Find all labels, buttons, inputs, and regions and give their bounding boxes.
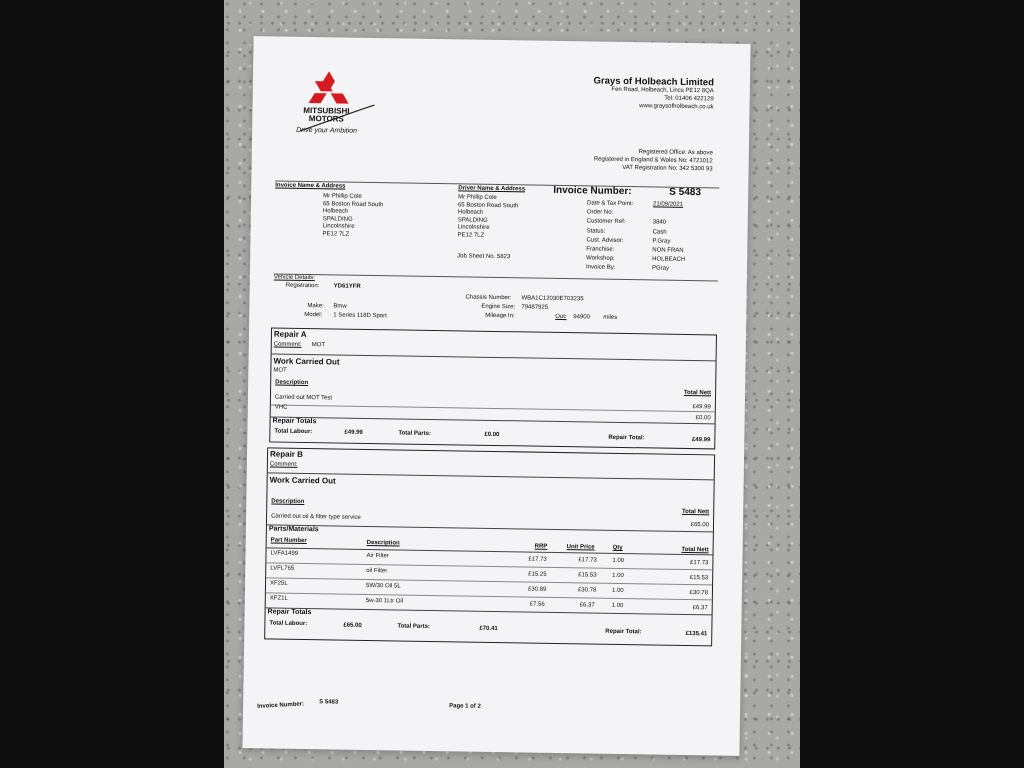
repair-a-parts-value: £0.00 (484, 431, 500, 439)
part-description: 5w-30 1Ltr Oil (365, 597, 404, 605)
divider (267, 524, 713, 532)
registration-label: Registration: (285, 282, 320, 290)
part-rrp: £30.89 (527, 586, 547, 593)
divider (266, 592, 712, 600)
repair-a-comment: MOT (311, 342, 326, 349)
repair-a-line-desc: Carried out MOT Test (274, 394, 333, 402)
part-number: LVFL765 (270, 565, 295, 572)
part-description: Air Filter (366, 552, 389, 560)
logo-brand-name: MITSUBISHI MOTORS (303, 105, 350, 124)
part-unit-price: £6.37 (579, 602, 595, 609)
invoice-field-values: 21/09/2021 3840 Cash P.Gray NON FRAN HOLBEACH PGray (651, 201, 686, 273)
repair-b-labour-label: Total Labour: (269, 620, 308, 628)
engine-value: 79487925 (521, 304, 549, 311)
mileage-in-label: Mileage In: (485, 312, 515, 320)
divider (271, 404, 715, 412)
repair-a-total-label: Repair Total: (608, 434, 645, 442)
part-qty: 1.00 (612, 557, 625, 565)
repair-b-line-desc: Carried out oil & filter type service (271, 513, 361, 521)
repair-a-line-amount: £0.00 (695, 415, 711, 422)
repair-a-description-label: Description (275, 379, 309, 387)
page-number: Page 1 of 2 (449, 703, 481, 710)
model-label: Model: (304, 311, 323, 319)
part-number: XF25L (269, 580, 288, 587)
part-number: LVFA1499 (270, 550, 299, 557)
invoice-document (242, 36, 750, 756)
footer-invoice-number: S 5483 (319, 699, 339, 706)
vat-number: VAT Registration No: 342 5300 93 (622, 164, 713, 173)
part-nett: £30.78 (689, 590, 708, 597)
invoice-date: 21/09/2021 (652, 201, 684, 208)
part-description: 5W/30 Oil 5L (365, 582, 401, 590)
repair-a-work-sub: MOT (273, 367, 287, 374)
repair-a-total-nett-label: Total Nett (683, 389, 712, 397)
repair-a-parts-label: Total Parts: (398, 430, 432, 437)
repair-b-total-nett-label: Total Nett (681, 508, 710, 516)
invoice-address: Mr Phillip Cole 65 Boston Road South Holbeach SPALDING Lincolnshire PE12 7LZ (322, 193, 384, 238)
repair-a-totals-heading: Repair Totals (272, 417, 317, 426)
repair-b-total-label: Repair Total: (605, 628, 642, 636)
invoice-number-label: Invoice Number: (553, 184, 632, 198)
registered-office: Registered Office: As above (638, 149, 713, 157)
company-tel: Tel: 01406 422129 (664, 95, 714, 103)
invoice-address-heading: Invoice Name & Address (275, 182, 346, 190)
repair-a-line-desc: VHC (274, 404, 288, 411)
part-unit-price: £17.73 (578, 557, 597, 564)
parts-col-unit: Unit Price (566, 544, 595, 551)
footer-invoice-number-label: Invoice Number: (256, 701, 305, 710)
repair-a-labour-value: £49.99 (344, 429, 363, 436)
invoice-field-labels: Date & Tax Point: Order No: Customer Ref: Status: Cust. Advisor: Franchise: Workshop: Invoice By: (585, 200, 634, 272)
repair-a-title: Repair A (273, 329, 307, 340)
make-label: Make: (307, 303, 324, 310)
repair-b-section (264, 447, 715, 646)
mileage-unit: miles (603, 314, 618, 321)
part-nett: £15.53 (689, 575, 709, 582)
part-number: XFZ1L (269, 595, 288, 602)
invoice-number: S 5483 (669, 186, 702, 199)
part-description: oil Filter (366, 567, 388, 575)
vehicle-divider (274, 273, 718, 281)
company-web: www.graysofholbeach.co.uk (639, 103, 714, 111)
parts-col-nett: Total Nett (681, 546, 709, 554)
divider (266, 562, 712, 570)
driver-address-heading: Driver Name & Address (458, 185, 526, 193)
repair-a-total-value: £49.99 (691, 437, 711, 444)
repair-a-section (269, 327, 717, 449)
parts-col-desc: Description (366, 539, 400, 547)
chassis-value: WBA1C12030E703235 (521, 295, 584, 303)
job-sheet-number: Job Sheet No. 5823 (457, 253, 511, 261)
repair-b-totals-heading: Repair Totals (267, 608, 312, 617)
repair-b-parts-label: Total Parts: (397, 623, 430, 630)
mileage-out-label: Out: (555, 313, 567, 321)
divider (266, 607, 712, 615)
part-nett: £6.37 (692, 605, 708, 612)
engine-label: Engine Size: (481, 303, 516, 311)
driver-address: Mr Phillip Cole 65 Boston Road South Holbeach SPALDING Lincolnshire PE12 7LZ (457, 194, 519, 239)
repair-b-description-label: Description (271, 498, 305, 505)
company-address: Fen Road, Holbeach, Lincs PE12 8QA (611, 86, 714, 95)
logo-tagline: Drive your Ambition (296, 126, 358, 135)
part-rrp: £17.73 (528, 556, 547, 563)
part-rrp: £7.56 (529, 601, 545, 608)
repair-b-line-amount: £65.00 (690, 522, 710, 529)
repair-b-labour-value: £65.00 (343, 622, 362, 629)
repair-b-title: Repair B (269, 449, 304, 459)
divider (271, 416, 715, 424)
parts-col-qty: Qty (612, 544, 623, 551)
repair-a-line-amount: £49.99 (692, 404, 711, 411)
vehicle-details-heading: Vehicle Details: (273, 274, 315, 282)
chassis-label: Chassis Number: (465, 294, 512, 302)
registration-number: Registered in England & Wales No: 4721012 (593, 156, 713, 165)
part-qty: 1.00 (611, 602, 624, 610)
part-nett: £17.73 (689, 560, 709, 567)
divider (266, 577, 712, 585)
repair-a-work-heading: Work Carried Out (273, 356, 340, 367)
parts-col-rrp: RRP (534, 543, 548, 550)
parts-col-part: Part Number (270, 537, 307, 545)
repair-b-total-value: £135.41 (685, 630, 708, 638)
repair-a-comment-label: Comment: (273, 341, 302, 348)
mitsubishi-logo-icon (309, 71, 350, 106)
part-unit-price: £15.53 (578, 572, 597, 579)
part-unit-price: £30.78 (577, 587, 597, 594)
part-qty: 1.00 (612, 572, 624, 580)
repair-b-comment-label: Comment: (269, 461, 298, 468)
parts-heading: Parts/Materials (268, 525, 319, 534)
mileage-out-value: 94900 (573, 314, 590, 321)
repair-a-labour-label: Total Labour: (274, 428, 313, 436)
model-value: 1 Series 118D Sport (333, 312, 387, 320)
part-qty: 1.00 (611, 587, 624, 595)
registration-value: YD61YFR (333, 283, 361, 290)
company-name: Grays of Holbeach Limited (593, 75, 715, 89)
make-value: Bmw (333, 303, 347, 310)
part-rrp: £15.25 (528, 571, 547, 578)
repair-b-parts-value: £70.41 (479, 625, 498, 633)
repair-b-work-heading: Work Carried Out (269, 475, 336, 486)
